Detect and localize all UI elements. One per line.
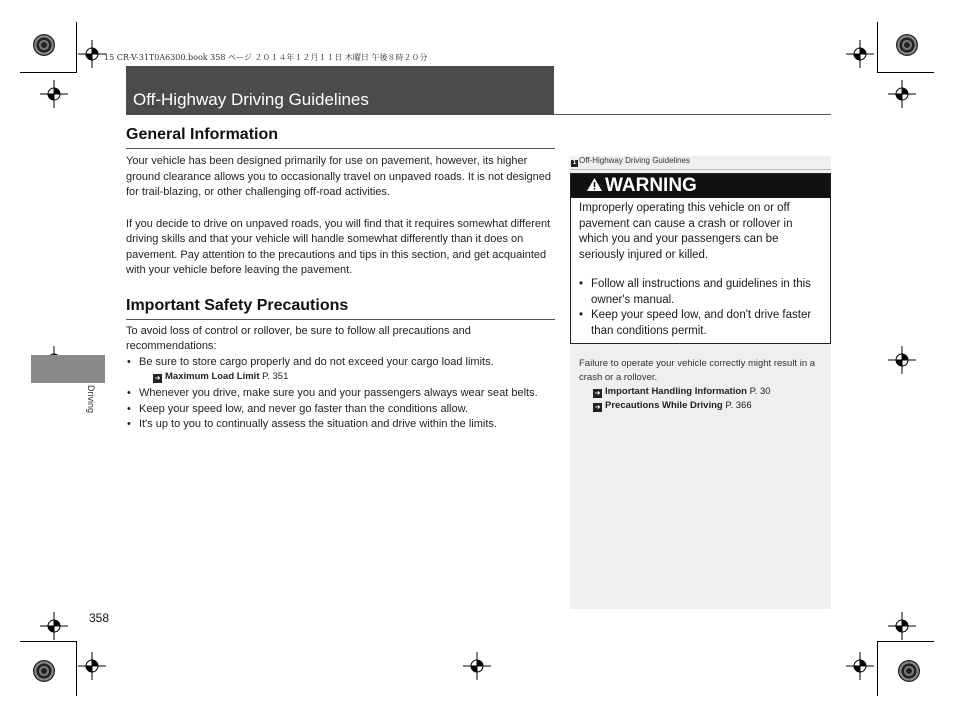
safety-bullet-cargo: • Be sure to store cargo properly and do not exceed your cargo load limits. xyxy=(126,355,555,371)
xref-maximum-load-limit[interactable] xyxy=(126,370,555,384)
xref-arrow-icon: ➜ xyxy=(154,375,161,382)
sidebar-header-label: Off-Highway Driving Guidelines xyxy=(579,156,691,165)
heading-rule xyxy=(126,319,555,320)
warning-triangle-icon xyxy=(586,177,603,192)
safety-bullet-assess: • It's up to you to continually assess the situation and drive within the limits. xyxy=(126,417,555,433)
crop-mark xyxy=(20,641,77,642)
warning-bullet-instructions: • Follow all instructions and guidelines in this owner's manual. xyxy=(579,277,824,308)
general-paragraph-2: If you decide to drive on unpaved roads, you will find that it requires somewhat different driving skills and that your vehicle will handle somewhat differently than it does on pavement. Pay attention to the precautions and tips in this section, and get acquainted with your vehicle before leaving the pavement. xyxy=(126,217,551,276)
crop-mark xyxy=(877,72,934,73)
page-number: 358 xyxy=(89,611,110,625)
registration-mark xyxy=(846,40,874,68)
registration-mark xyxy=(846,652,874,680)
sidebar-header xyxy=(571,156,690,167)
sidebar-marker-icon: 1 xyxy=(572,160,577,166)
xref-page: P. 351 xyxy=(262,371,289,382)
registration-mark xyxy=(40,80,68,108)
warning-bullet-speed: • Keep your speed low, and don't drive faster than conditions permit. xyxy=(579,308,824,339)
page-title: Off-Highway Driving Guidelines xyxy=(133,90,369,109)
xref-label: Precautions While Driving xyxy=(605,400,723,411)
xref-label: Maximum Load Limit xyxy=(165,371,260,382)
warning-title xyxy=(586,174,697,198)
crop-mark xyxy=(877,641,878,696)
print-mark-disc-bottom-left xyxy=(33,660,55,682)
xref-arrow-icon: ➜ xyxy=(594,390,601,397)
title-rule xyxy=(554,114,831,115)
registration-mark xyxy=(888,346,916,374)
safety-bullet-speed: • Keep your speed low, and never go faster than the conditions allow. xyxy=(126,402,555,418)
general-information-heading: General Information xyxy=(126,126,279,143)
xref-page: P. 366 xyxy=(725,400,752,411)
print-header: 15 CR-V-31T0A6300.book 358 ページ ２０１４年１２月１１日 木曜日 午後８時２０分 xyxy=(104,53,428,62)
print-mark-disc-top-left xyxy=(33,34,55,56)
crop-mark xyxy=(76,641,77,696)
registration-mark xyxy=(78,40,106,68)
crop-mark xyxy=(877,641,934,642)
sidebar-note xyxy=(579,357,824,413)
section-tab-label: Driving xyxy=(86,385,96,414)
heading-rule xyxy=(126,148,555,149)
safety-precautions-heading: Important Safety Precautions xyxy=(126,296,349,314)
safety-bullet-seat-belts: • Whenever you drive, make sure you and your passengers always wear seat belts. xyxy=(126,386,555,402)
xref-arrow-icon: ➜ xyxy=(594,404,601,411)
xref-precautions-while-driving[interactable] xyxy=(579,399,824,413)
crop-mark xyxy=(76,22,77,72)
print-mark-disc-top-right xyxy=(896,34,918,56)
warning-body xyxy=(579,201,824,339)
safety-intro: To avoid loss of control or rollover, be sure to follow all precautions and recommendations: xyxy=(126,324,471,352)
xref-label: Important Handling Information xyxy=(605,386,747,397)
registration-mark xyxy=(463,652,491,680)
crop-mark xyxy=(20,72,77,73)
registration-mark xyxy=(40,612,68,640)
general-paragraph-1: Your vehicle has been designed primarily for use on pavement, however, its higher ground clearance allows you to occasionally travel on unpaved roads. It is not designed for trail-blazing, or other challenging off-road activities. xyxy=(126,155,551,198)
warning-text: Improperly operating this vehicle on or off pavement can cause a crash or rollover in which you and your passengers can be seriously injured or killed. xyxy=(579,202,793,261)
main-column xyxy=(126,126,555,433)
warning-title-text: WARNING xyxy=(605,175,697,196)
registration-mark xyxy=(888,612,916,640)
registration-mark xyxy=(888,80,916,108)
section-tab xyxy=(31,355,105,383)
registration-mark xyxy=(78,652,106,680)
xref-important-handling-information[interactable] xyxy=(579,385,824,399)
note-text: Failure to operate your vehicle correctly might result in a crash or a rollover. xyxy=(579,358,816,383)
print-mark-disc-bottom-right xyxy=(898,660,920,682)
xref-page: P. 30 xyxy=(749,386,771,397)
crop-mark xyxy=(877,22,878,72)
